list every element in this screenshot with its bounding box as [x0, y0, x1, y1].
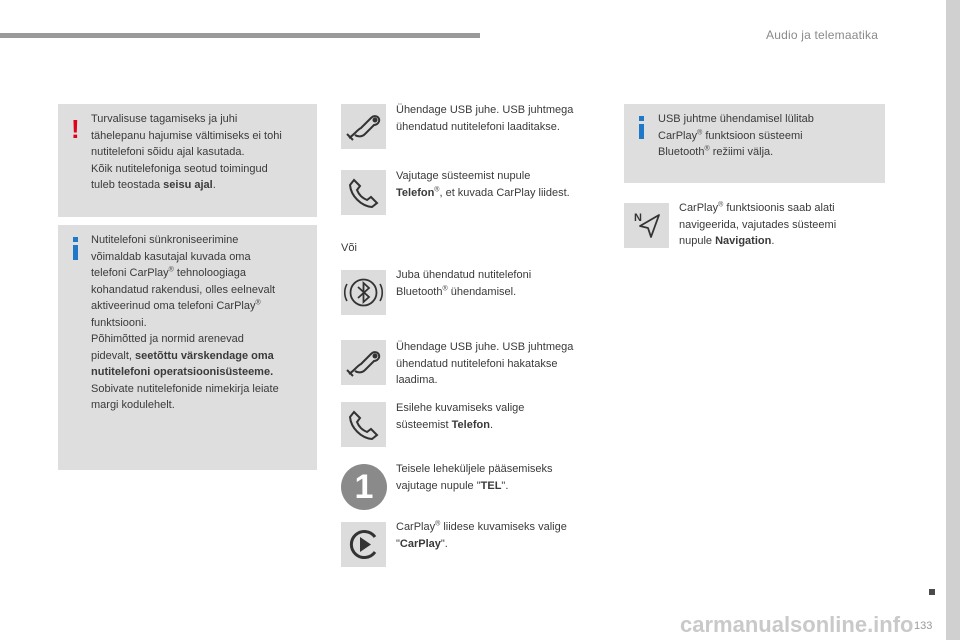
warning-box — [58, 104, 317, 217]
page-number: 133 — [914, 620, 933, 632]
step-number-badge: 1 — [341, 464, 387, 510]
info-icon — [73, 237, 78, 260]
navigation-icon — [624, 203, 669, 248]
nav-text: CarPlay® funktsioonis saab alati navigeerida, vajutades süsteemi nupule Navigation. — [679, 201, 837, 247]
step-select-carplay: CarPlay® liidese kuvamiseks valige "CarPlay". — [396, 520, 567, 550]
bluetooth-icon — [341, 270, 386, 315]
usb-cable-icon — [341, 104, 386, 149]
step-select-telefon: Esilehe kuvamiseks valige süsteemist Telefon. — [396, 402, 525, 431]
section-title: Audio ja telemaatika — [766, 28, 879, 42]
step-press-telefon: Vajutage süsteemist nupule Telefon®, et kuvada CarPlay liidest. — [396, 170, 570, 199]
warning-text: Turvalisuse tagamiseks ja juhi tähelepanu hajumise vältimiseks ei tohi nutitelefoni sõidu ajal kasutada. Kõik nutitelefoniga seotud toimingud tuleb teostada seisu ajal. — [91, 113, 282, 191]
nav-icon-letter: N — [634, 212, 642, 224]
warning-icon: ! — [71, 114, 80, 144]
phone-icon — [341, 170, 386, 215]
carplay-play-icon — [341, 522, 386, 567]
step-press-tel: Teisele leheküljele pääsemiseks vajutage nupule "TEL". — [396, 463, 553, 492]
info-right-text: USB juhtme ühendamisel lülitab CarPlay® funktsioon süsteemi Bluetooth® režiimi välja. — [658, 113, 814, 158]
step-usb-connect: Ühendage USB juhe. USB juhtmega ühendatud nutitelefoni hakatakse laadima. — [396, 341, 574, 386]
or-label: Või — [341, 242, 357, 254]
phone-icon-2 — [341, 402, 386, 447]
usb-cable-icon-2 — [341, 340, 386, 385]
page-marker — [929, 589, 935, 595]
header-rule — [0, 33, 480, 38]
info-icon-right — [639, 116, 644, 139]
step-bluetooth: Juba ühendatud nutitelefoni Bluetooth® ühendamisel. — [396, 269, 532, 298]
info-text: Nutitelefoni sünkroniseerimine võimaldab kasutajal kuvada oma telefoni CarPlay® tehnoloogiaga kohandatud rakendusi, olles eelnevalt aktiveerinud oma telefoni CarPlay® funktsiooni. Põhimõtted ja normid arenevad pidevalt, seetõttu värskendage oma nutitelefoni operatsioonisüsteeme. Sobivate nutitelefonide nimekirja leiate margi kodulehelt. — [91, 234, 279, 411]
step-usb-charge: Ühendage USB juhe. USB juhtmega ühendatud nutitelefoni laaditakse. — [396, 104, 574, 133]
info-box-right — [624, 104, 885, 183]
page-edge-bar — [946, 0, 960, 640]
watermark: carmanualsonline.info — [680, 612, 914, 637]
info-box-left — [58, 225, 317, 470]
